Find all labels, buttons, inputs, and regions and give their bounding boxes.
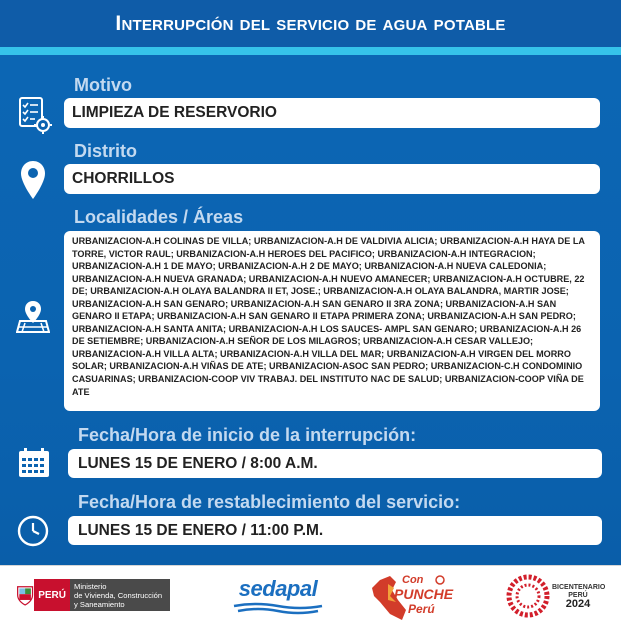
- waves-icon: [232, 602, 324, 616]
- inicio-value: LUNES 15 DE ENERO / 8:00 A.M.: [68, 449, 602, 478]
- location-pin-icon: [20, 160, 46, 200]
- bicentenario-logo: [506, 574, 606, 620]
- localidades-box: [64, 231, 600, 411]
- con-punche-peru-logo: [366, 570, 454, 624]
- restablecimiento-value: LUNES 15 DE ENERO / 11:00 P.M.: [68, 516, 602, 545]
- title-stripe: [0, 47, 621, 55]
- bicentenario-emblem-icon: [506, 574, 550, 618]
- bicentenario-country: PERÚ: [568, 592, 588, 599]
- localidades-label: Localidades / Áreas: [74, 207, 244, 227]
- punche-top: Con: [402, 574, 424, 586]
- distrito-value: CHORRILLOS: [64, 164, 600, 194]
- restablecimiento-label: Fecha/Hora de restablecimiento del servicio:: [78, 492, 461, 512]
- bicentenario-label: BICENTENARIO: [552, 584, 606, 591]
- inicio-label: Fecha/Hora de inicio de la interrupción:: [78, 425, 417, 445]
- sedapal-wordmark: sedapal: [238, 576, 318, 601]
- distrito-label: Distrito: [74, 141, 137, 161]
- checklist-gear-icon: [18, 96, 52, 134]
- motivo-value: LIMPIEZA DE RESERVORIO: [64, 98, 600, 128]
- punche-mid: PUNCHE: [394, 586, 454, 602]
- localidades-value: URBANIZACION-A.H COLINAS DE VILLA; URBANIZACION-A.H DE VALDIVIA ALICIA; URBANIZACION-A.H HAYA DE LA TORRE, VICTOR RAUL; URBANIZACION-A.H HEROES DEL PACIFICO; URBANIZACION-A.H INTEGRACION; URBANIZACION-A.H 1 DE MAYO; URBANIZACION-A.H 2 DE MAYO; URBANIZACION-A.H NUEVA CALEDONIA; URBANIZACION-A.H NUEVA GRANADA; URBANIZACION-A.H NUEVO AMANECER; URBANIZACION-A.H OCTUBRE, 22 DE; URBANIZACION-A.H OLAYA BALANDRA II ET, JOSE.; URBANIZACION-A.H OLAYA BALANDRA, MARTIR JOSE; URBANIZACION-A.H SAN GENARO; URBANIZACION-A.H SAN GENARO II 3RA ZONA; URBANIZACION-A.H SAN GENARO II ETAPA; URBANIZACION-A.H SAN GENARO II ETAPA PRIMERA ZONA; URBANIZACION-A.H SAN PEDRO; URBANIZACION-A.H SANTA ANITA; URBANIZACION-A.H LOS SAUCES- AMPL SAN GENARO; URBANIZACION-A.H 26 DE SETIEMBRE; URBANIZACION-A.H SEÑOR DE LOS MILAGROS; URBANIZACION-A.H CESAR VALLEJO; URBANIZACION-A.H VILLA ALTA; URBANIZACION-A.H VILLA DEL MAR; URBANIZACION-A.H VIRGEN DEL MORRO SOLAR; URBANIZACION-A.H VIÑAS DE ATE; URBANIZACION-ASOC SAN PEDRO; URBANIZACION-C.H CONDOMINIO CASUARINAS; URBANIZACION-COOP VIV TRABAJ. DEL INSTITUTO NAC DE SALUD; URBANIZACION-COOP VIÑA DE ATE: [72, 236, 585, 397]
- peru-label: PERÚ: [34, 579, 70, 611]
- map-pin-icon: [16, 299, 50, 333]
- ministerio-logo: [16, 577, 188, 613]
- header-bar: [0, 0, 621, 48]
- sedapal-logo: [232, 576, 324, 616]
- coat-of-arms-icon: [16, 581, 34, 609]
- ministerio-name: Ministerio de Vivienda, Construcción y Saneamiento: [70, 579, 170, 611]
- bicentenario-year: 2024: [565, 598, 591, 610]
- motivo-label: Motivo: [74, 75, 132, 95]
- punche-bottom: Perú: [408, 602, 435, 616]
- calendar-icon: [18, 448, 50, 478]
- clock-icon: [17, 515, 49, 547]
- page-title: Interrupción del servicio de agua potable: [115, 12, 506, 35]
